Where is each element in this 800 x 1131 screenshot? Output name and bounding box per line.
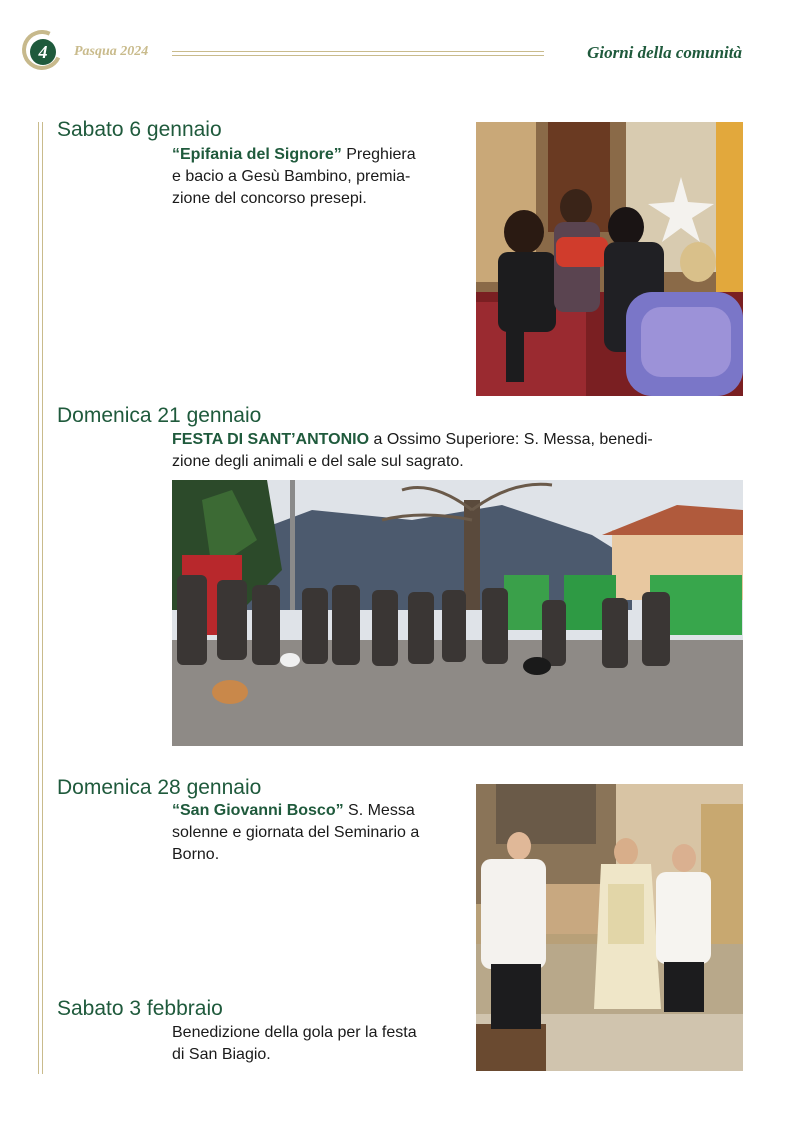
event-highlight: “San Giovanni Bosco” [172, 802, 344, 819]
event-highlight: “Epifania del Signore” [172, 146, 342, 163]
event-text-line: zione degli animali e del sale sul sagrato. [172, 453, 464, 470]
blessing-animals-photo [172, 480, 743, 746]
event-text-line: S. Messa [343, 802, 415, 819]
event-description [172, 144, 416, 210]
margin-line [38, 122, 43, 1074]
event-text-line: zione del concorso presepi. [172, 190, 367, 207]
event-date: Domenica 21 gennaio [57, 404, 262, 427]
event-description [172, 1022, 417, 1066]
event-date: Domenica 28 gennaio [57, 776, 262, 799]
event-date: Sabato 6 gennaio [57, 118, 222, 141]
epiphany-photo [476, 122, 743, 396]
event-description [172, 429, 653, 473]
event-text-line: e bacio a Gesù Bambino, premia- [172, 168, 411, 185]
event-text-line: di San Biagio. [172, 1046, 271, 1063]
san-giovanni-bosco-mass-photo [476, 784, 743, 1071]
page-number: 4 [30, 39, 56, 65]
event-text-line: Preghiera [341, 146, 416, 163]
event-text-line: Benedizione della gola per la festa [172, 1024, 417, 1041]
issue-label: Pasqua 2024 [74, 44, 149, 59]
event-text-line: Borno. [172, 846, 220, 863]
event-text-line: solenne e giornata del Seminario a [172, 824, 420, 841]
event-highlight: FESTA DI SANT’ANTONIO [172, 431, 370, 448]
section-title: Giorni della comunità [587, 43, 742, 62]
event-date: Sabato 3 febbraio [57, 997, 223, 1020]
event-text-line: a Ossimo Superiore: S. Messa, benedi- [369, 431, 653, 448]
event-description [172, 800, 419, 866]
page-number-badge [22, 30, 66, 74]
header-rule [172, 51, 544, 56]
